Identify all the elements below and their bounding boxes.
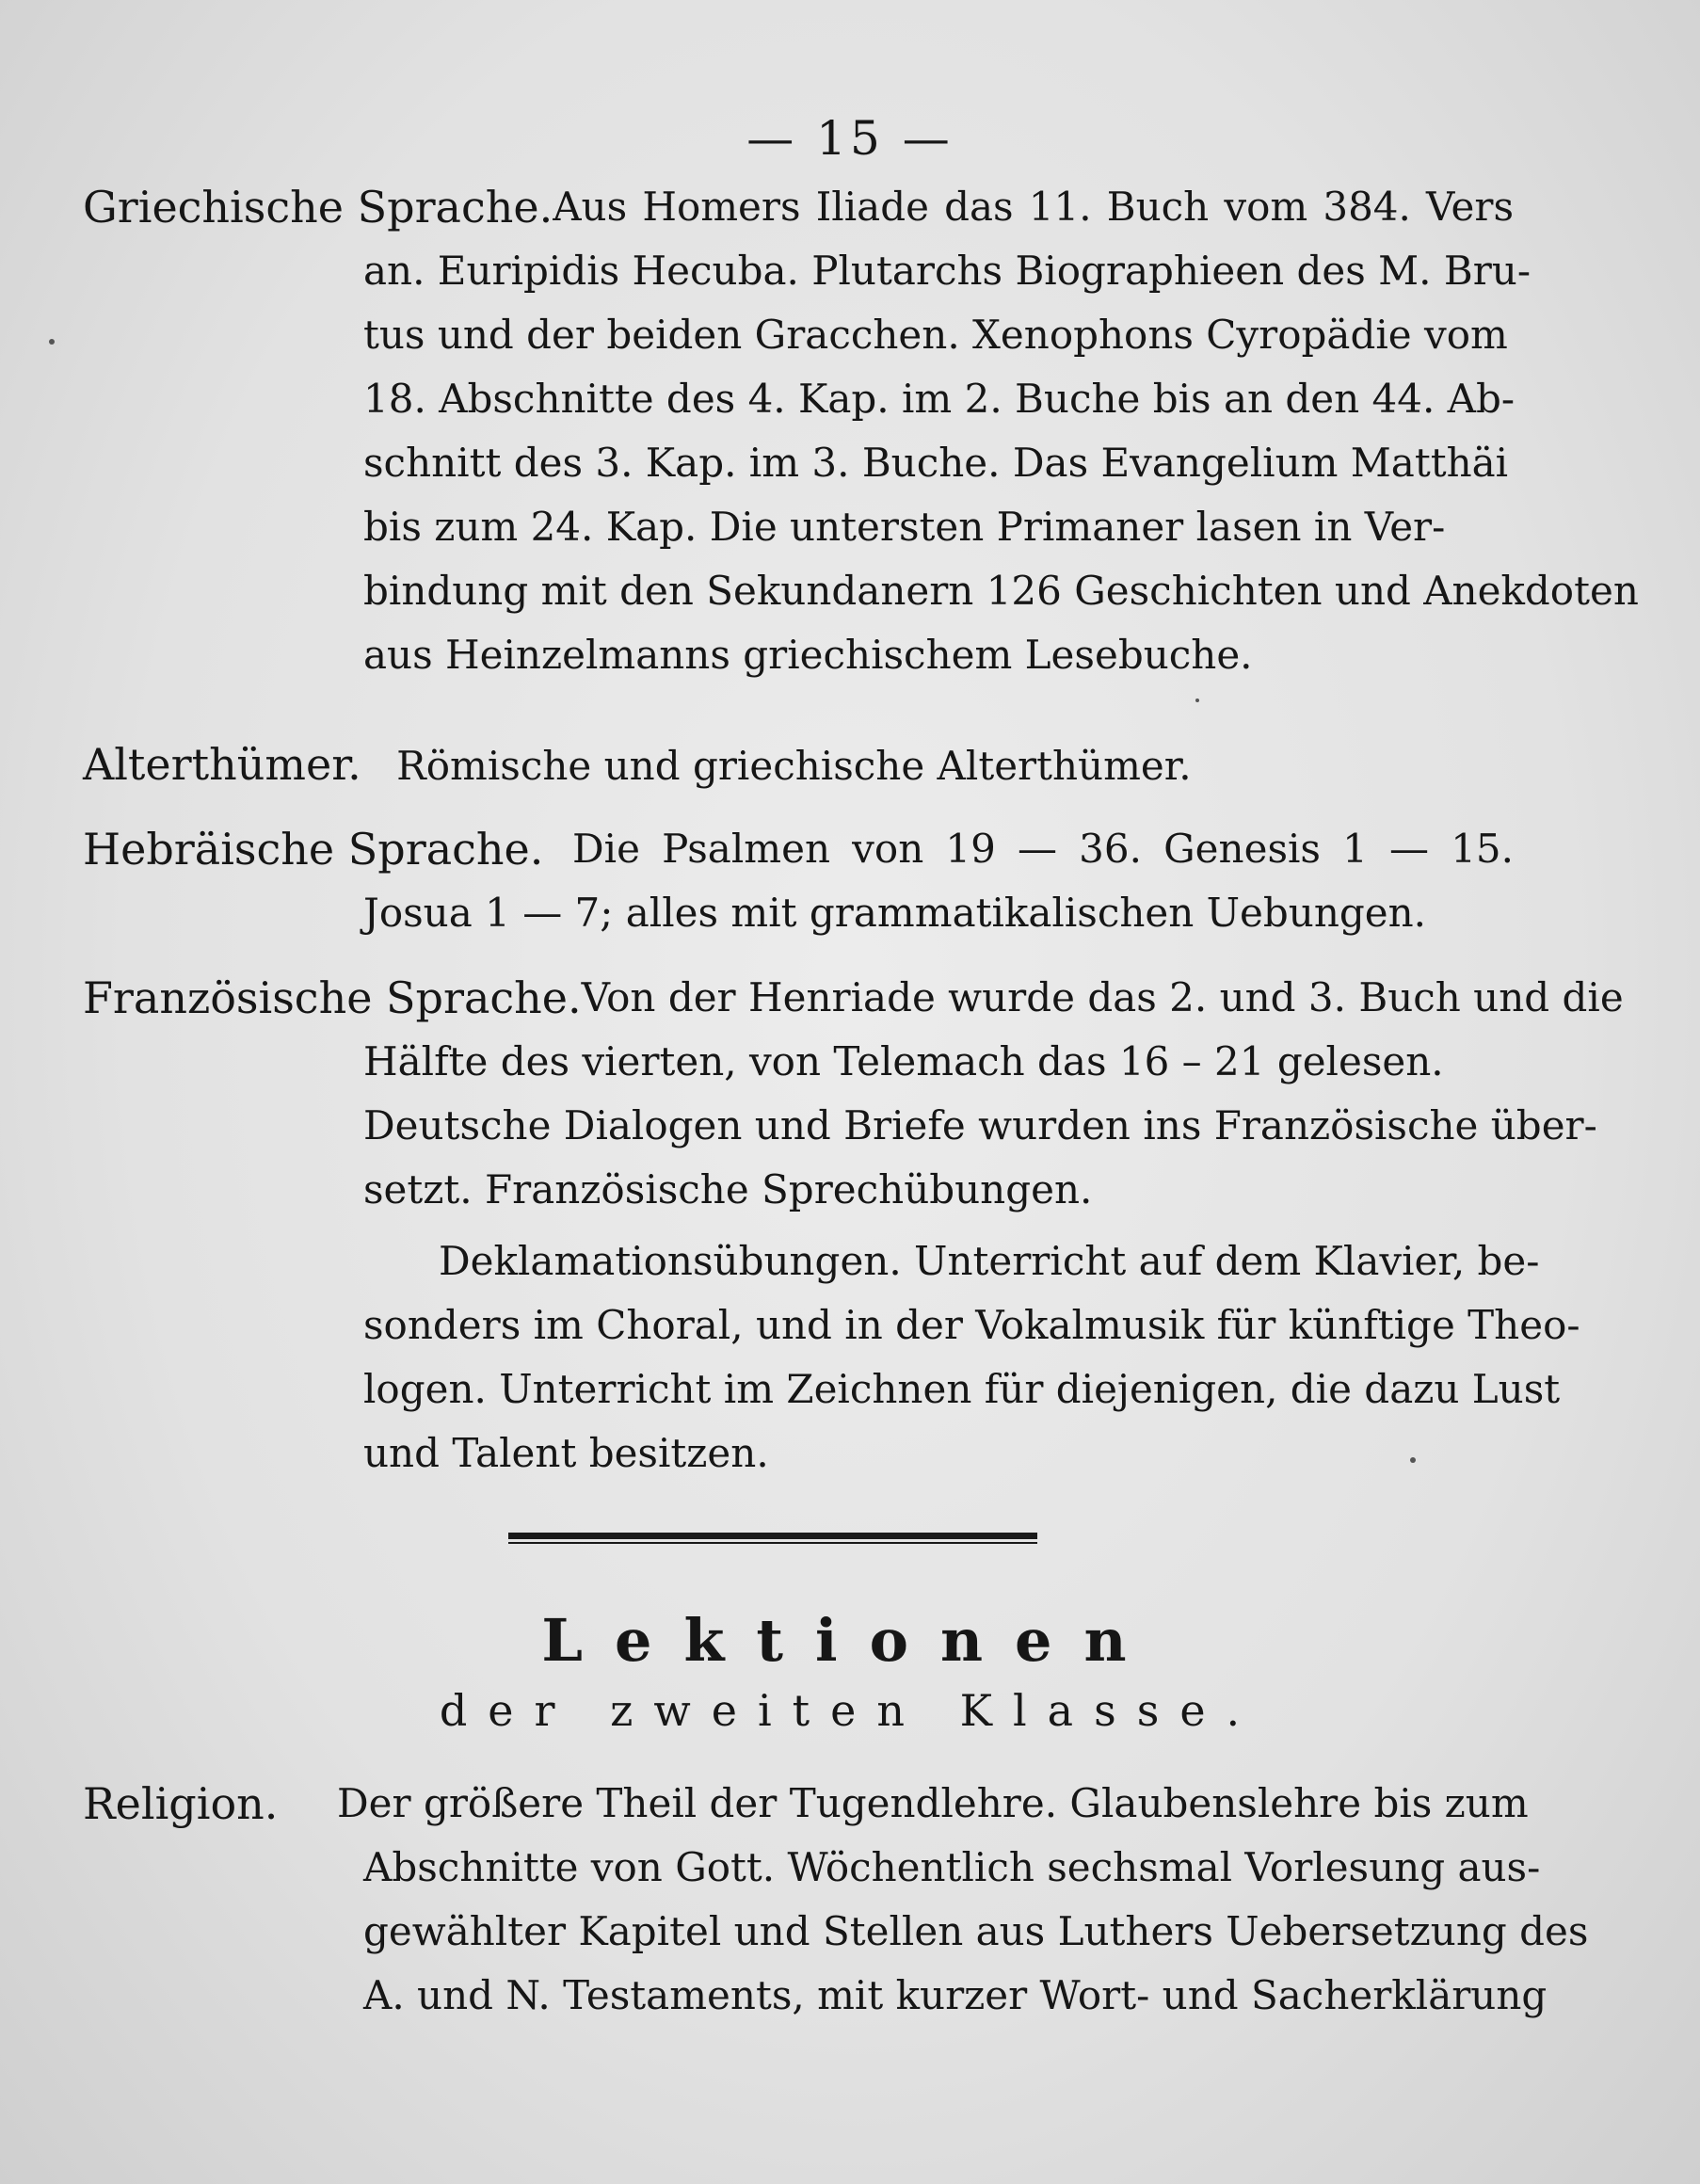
entry-greek-line-0: Aus Homers Iliade das 11. Buch vom 384. Vers [553,184,1514,230]
entry-greek-line-2: tus und der beiden Gracchen. Xenophons Cyropädie vom [363,312,1508,358]
entry-antiquities-first-line [83,732,1514,798]
entry-french-first-line [83,966,1624,1030]
entry-hebrew-heading: Hebräische Sprache. [83,824,544,875]
entry-french-line-3: setzt. Französische Sprechübungen. [363,1166,1093,1212]
entry-hebrew-first-line [83,817,1514,881]
entry-religion [83,1772,1589,2028]
entry-french-heading: Französische Sprache. [83,972,582,1023]
entry-hebrew-line-1: Josua 1 — 7; alles mit grammatikalischen Uebungen. [363,890,1427,936]
entry-greek-line-5: bis zum 24. Kap. Die untersten Primaner lasen in Ver- [363,504,1446,550]
entry-greek-line-3: 18. Abschnitte des 4. Kap. im 2. Buche bis an den 44. Ab- [363,376,1516,422]
paragraph-line-3: und Talent besitzen. [363,1430,769,1476]
entry-greek-line-4: schnitt des 3. Kap. im 3. Buche. Das Evangelium Matthäi [363,440,1509,486]
entry-hebrew-line-0: Die Psalmen von 19 — 36. Genesis 1 — 15. [572,826,1514,872]
entry-greek-line-6: bindung mit den Sekundanern 126 Geschichten und Anekdoten [363,568,1639,614]
paragraph-line-0: Deklamationsübungen. Unterricht auf dem Klavier, be- [439,1238,1540,1284]
entry-french-line-1: Hälfte des vierten, von Telemach das 16 – 21 gelesen. [363,1038,1444,1084]
entry-religion-line-3: A. und N. Testaments, mit kurzer Wort- und Sacherklärung [363,1972,1548,2018]
entry-antiquities [83,732,1514,798]
entry-religion-first-line [83,1772,1529,1836]
entry-greek [83,175,1639,687]
entry-religion-line-1: Abschnitte von Gott. Wöchentlich sechsmal Vorlesung aus- [363,1844,1541,1890]
entry-french [83,966,1624,1222]
entry-french-line-2: Deutsche Dialogen und Briefe wurden ins Französische über- [363,1102,1597,1148]
section-divider [508,1533,1037,1548]
entry-religion-heading: Religion. [83,1778,279,1829]
paper-speck [1195,699,1199,702]
section-title: Lektionen [541,1606,1159,1675]
page-number: — 15 — [746,111,954,166]
entry-greek-heading: Griechische Sprache. [83,182,553,233]
entry-greek-line-1: an. Euripidis Hecuba. Plutarchs Biographieen des M. Bru- [363,248,1532,294]
paper-speck [49,339,55,345]
paragraph-declamation [363,1229,1580,1485]
entry-religion-line-0: Der größere Theil der Tugendlehre. Glaubenslehre bis zum [337,1780,1529,1826]
paper-speck [1410,1457,1416,1463]
section-subtitle: der zweiten Klasse. [439,1685,1261,1736]
entry-greek-line-7: aus Heinzelmanns griechischem Lesebuche. [363,632,1253,678]
entry-french-line-0: Von der Henriade wurde das 2. und 3. Buch und die [581,974,1624,1020]
entry-hebrew [83,817,1514,945]
paragraph-line-1: sonders im Choral, und in der Vokalmusik für künftige Theo- [363,1302,1580,1348]
entry-greek-first-line [83,175,1514,239]
entry-antiquities-heading: Alterthümer. [83,739,361,790]
entry-antiquities-line-0: Römische und griechische Alterthümer. [396,743,1192,789]
entry-religion-line-2: gewählter Kapitel und Stellen aus Luthers Uebersetzung des [363,1908,1589,1954]
paragraph-line-2: logen. Unterricht im Zeichnen für diejenigen, die dazu Lust [363,1366,1561,1412]
